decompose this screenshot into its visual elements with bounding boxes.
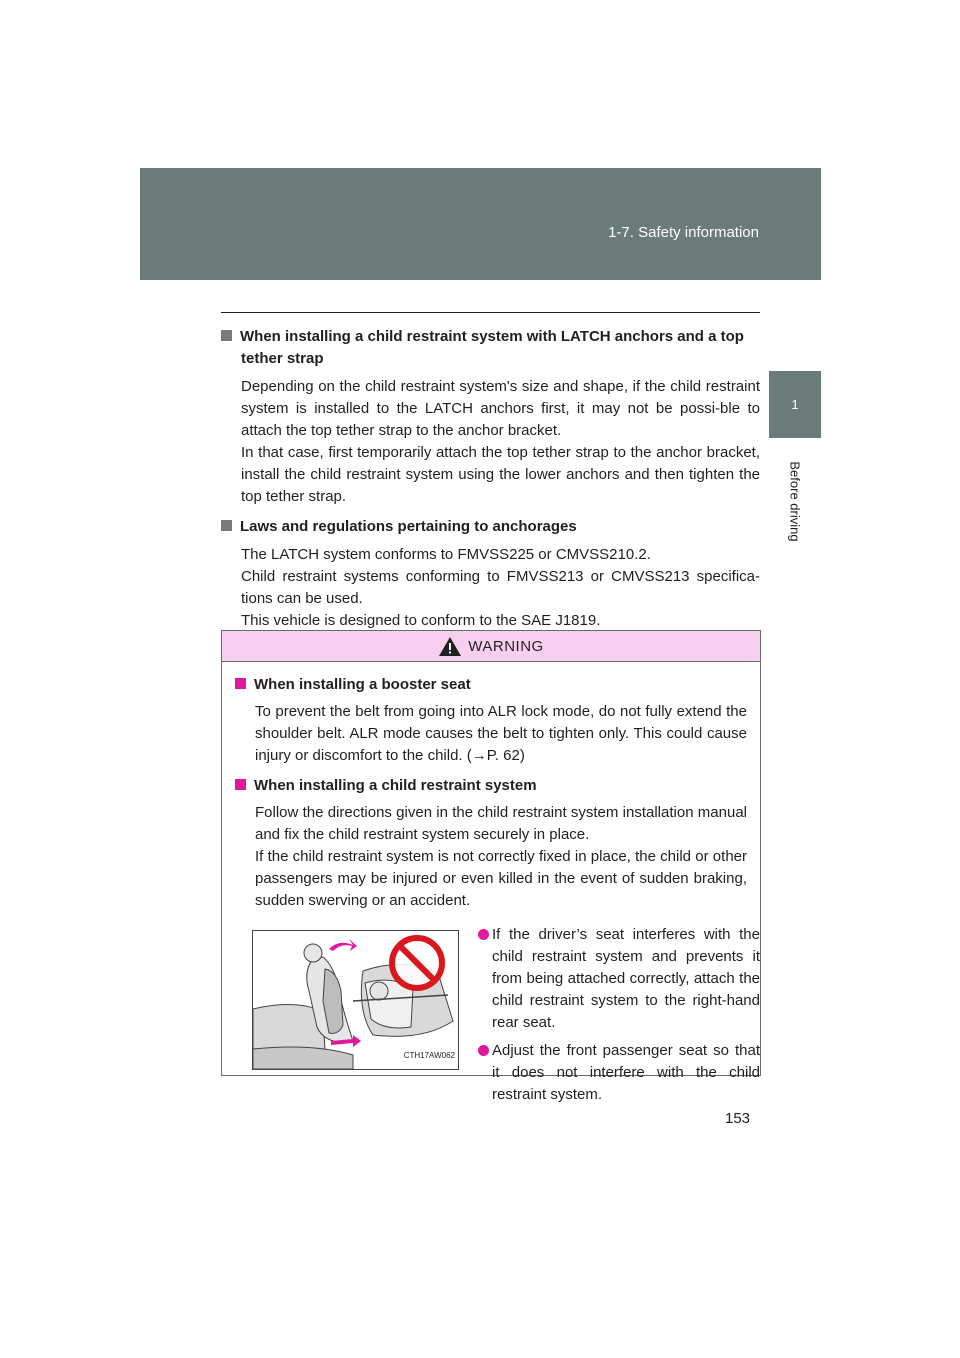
bullet-list bbox=[478, 924, 760, 1112]
illustration-figure bbox=[252, 930, 459, 1070]
chapter-label-container bbox=[769, 448, 821, 548]
list-item bbox=[478, 1040, 760, 1106]
section-laws bbox=[221, 516, 760, 632]
warning-heading: When installing a booster seat bbox=[254, 676, 471, 693]
chapter-number: 1 bbox=[791, 397, 799, 412]
bullet-dot-icon bbox=[478, 1045, 489, 1056]
paragraph: Child restraint systems conforming to FMVSS213 or CMVSS213 specifica-tions can be used. bbox=[241, 568, 760, 607]
paragraph: In that case, first temporarily attach the top tether strap to the anchor bracket, install the child restraint system using the lower anchors and then tighten the top tether strap. bbox=[241, 444, 760, 505]
paragraph: The LATCH system conforms to FMVSS225 or CMVSS210.2. bbox=[241, 546, 651, 563]
chapter-label: Before driving bbox=[787, 461, 803, 542]
bullet-text: Adjust the front passenger seat so that it does not interfere with the child restraint system. bbox=[492, 1042, 760, 1103]
page-number: 153 bbox=[725, 1110, 751, 1127]
square-bullet-icon bbox=[235, 678, 246, 689]
top-rule bbox=[221, 312, 760, 313]
figure-code: CTH17AW062 bbox=[403, 1051, 455, 1060]
warning-paragraph: To prevent the belt from going into ALR lock mode, do not fully extend the shoulder belt. ALR mode causes the belt to tighten only. This could cause injury or discomfort to the child. (→P. 62) bbox=[255, 703, 747, 764]
paragraph: Depending on the child restraint system's size and shape, if the child restraint system is installed to the LATCH anchors first, it may not be possi-ble to attach the top tether strap to the anchor bracket. bbox=[241, 378, 760, 439]
chapter-tab[interactable] bbox=[769, 371, 821, 438]
header-band bbox=[140, 168, 821, 280]
paragraph: This vehicle is designed to conform to the SAE J1819. bbox=[241, 612, 601, 629]
bullet-dot-icon bbox=[478, 929, 489, 940]
warning-heading: When installing a child restraint system bbox=[254, 777, 537, 794]
section-latch bbox=[221, 326, 760, 508]
warning-paragraph: If the child restraint system is not correctly fixed in place, the child or other passengers may be injured or even killed in the event of sudden braking, sudden swerving or an accident. bbox=[255, 848, 747, 909]
main-content bbox=[221, 326, 760, 640]
warning-header bbox=[222, 631, 760, 662]
square-bullet-icon bbox=[235, 779, 246, 790]
warning-triangle-icon bbox=[438, 636, 462, 657]
warning-box bbox=[221, 630, 761, 1103]
list-item bbox=[478, 924, 760, 1034]
bullet-text: If the driver’s seat interferes with the child restraint system and prevents it from being attached correctly, attach the child restraint system to the right-hand rear seat. bbox=[492, 926, 760, 1031]
square-bullet-icon bbox=[221, 520, 232, 531]
section-heading: Laws and regulations pertaining to anchorages bbox=[240, 518, 577, 535]
square-bullet-icon bbox=[221, 330, 232, 341]
warning-paragraph: Follow the directions given in the child restraint system installation manual and fix the child restraint system securely in place. bbox=[255, 804, 747, 843]
section-heading: When installing a child restraint system with LATCH anchors and a top tether strap bbox=[240, 328, 744, 367]
warning-title: WARNING bbox=[468, 637, 544, 655]
section-title: 1-7. Safety information bbox=[608, 224, 759, 241]
